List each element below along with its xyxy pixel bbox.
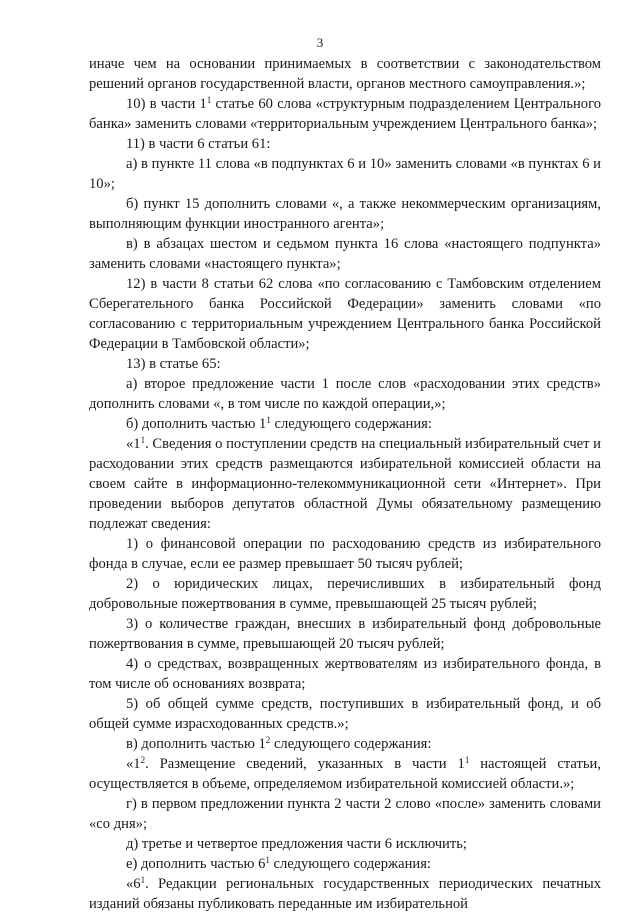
paragraph-text: д) третье и четвертое предложения части 6 исключить; (126, 836, 467, 852)
paragraph-text: 5) об общей сумме средств, поступивших в избирательный фонд, и об общей сумме израсходованных средств.»; (89, 696, 601, 732)
paragraph (89, 794, 601, 834)
superscript: 1 (464, 755, 470, 765)
paragraph (89, 694, 601, 734)
paragraph (89, 534, 601, 574)
paragraph-text: настоящей статьи, осуществляется в объеме, определяемом избирательной комиссией области.»; (89, 756, 601, 792)
paragraph-text: 3) о количестве граждан, внесших в избирательный фонд добровольные пожертвования в сумме, превышающей 20 тысяч рублей; (89, 616, 601, 652)
paragraph-text: г) в первом предложении пункта 2 части 2 слово «после» заменить словами «со дня»; (89, 796, 601, 832)
paragraph (89, 834, 601, 854)
superscript: 2 (140, 755, 146, 765)
paragraph (89, 194, 601, 234)
superscript: 1 (206, 95, 212, 105)
paragraph (89, 434, 601, 534)
paragraph-text: следующего содержания: (270, 416, 432, 432)
paragraph-text: в) в абзацах шестом и седьмом пункта 16 слова «настоящего подпункта» заменить словами «настоящего пункта»; (89, 236, 601, 272)
page-number: 3 (316, 35, 324, 50)
paragraph-text: иначе чем на основании принимаемых в соответствии с законодательством решений органов государственной власти, органов местного самоуправления.»; (89, 56, 601, 92)
paragraph-text: «1 (126, 756, 141, 772)
paragraph-text: следующего содержания: (270, 736, 432, 752)
superscript: 1 (266, 415, 271, 425)
paragraph (89, 654, 601, 694)
paragraph (89, 154, 601, 194)
paragraph-text: следующего содержания: (269, 856, 431, 872)
paragraph-text: статье 60 слова «структурным подразделением Центрального банка» заменить словами «территориальным учреждением Центрального банка»; (89, 96, 601, 132)
paragraph-text: б) пункт 15 дополнить словами «, а также некоммерческим организациям, выполняющим функции иностранного агента»; (89, 196, 601, 232)
paragraph-text: 4) о средствах, возвращенных жертвователям из избирательного фонда, в том числе об основаниях возврата; (89, 656, 601, 692)
paragraph (89, 354, 601, 374)
paragraph (89, 414, 601, 434)
paragraph-text: 2) о юридических лицах, перечисливших в избирательный фонд добровольные пожертвования в сумме, превышающей 25 тысяч рублей; (89, 576, 601, 612)
superscript: 1 (265, 855, 270, 865)
paragraph-text: 12) в части 8 статьи 62 слова «по согласованию с Тамбовским отделением Сберегательного банка Российской Федерации» заменить словами «по согласованию с территориальным учреждением Центрального банка Российской Федерации в Тамбовской области»; (89, 276, 601, 352)
paragraph-text: а) в пункте 11 слова «в подпунктах 6 и 10» заменить словами «в пунктах 6 и 10»; (89, 156, 601, 192)
paragraph (89, 134, 601, 154)
paragraph (89, 574, 601, 614)
paragraph (89, 754, 601, 794)
paragraph-text: . Размещение сведений, указанных в части 1 (145, 756, 465, 772)
document-body (89, 54, 601, 914)
paragraph-text: «6 (126, 876, 141, 892)
paragraph (89, 234, 601, 274)
paragraph-text: б) дополнить частью 1 (126, 416, 267, 432)
paragraph (89, 614, 601, 654)
paragraph (89, 94, 601, 134)
paragraph-text: . Сведения о поступлении средств на специальный избирательный счет и расходовании этих средств размещаются избирательной комиссией области на своем сайте в информационно-телекоммуникационной сети «Интернет». При проведении выборов депутатов областной Думы обязательному размещению подлежат сведения: (89, 436, 601, 532)
paragraph (89, 374, 601, 414)
superscript: 2 (265, 735, 271, 745)
superscript: 1 (140, 435, 146, 445)
paragraph-text: 10) в части 1 (126, 96, 207, 112)
paragraph (89, 274, 601, 354)
paragraph (89, 854, 601, 874)
paragraph-text: 1) о финансовой операции по расходованию средств из избирательного фонда в случае, если ее размер превышает 50 тысяч рублей; (89, 536, 601, 572)
paragraph-text: 11) в части 6 статьи 61: (126, 136, 271, 152)
paragraph (89, 734, 601, 754)
superscript: 1 (140, 875, 146, 885)
paragraph-text: . Редакции региональных государственных периодических печатных изданий обязаны публиковать переданные им избирательной (89, 876, 601, 912)
paragraph-text: «1 (126, 436, 141, 452)
paragraph (89, 54, 601, 94)
paragraph-text: е) дополнить частью 6 (126, 856, 266, 872)
paragraph-text: 13) в статье 65: (126, 356, 221, 372)
paragraph-text: а) второе предложение части 1 после слов «расходовании этих средств» дополнить словами «, в том числе по каждой операции,»; (89, 376, 601, 412)
paragraph-text: в) дополнить частью 1 (126, 736, 266, 752)
paragraph (89, 874, 601, 914)
